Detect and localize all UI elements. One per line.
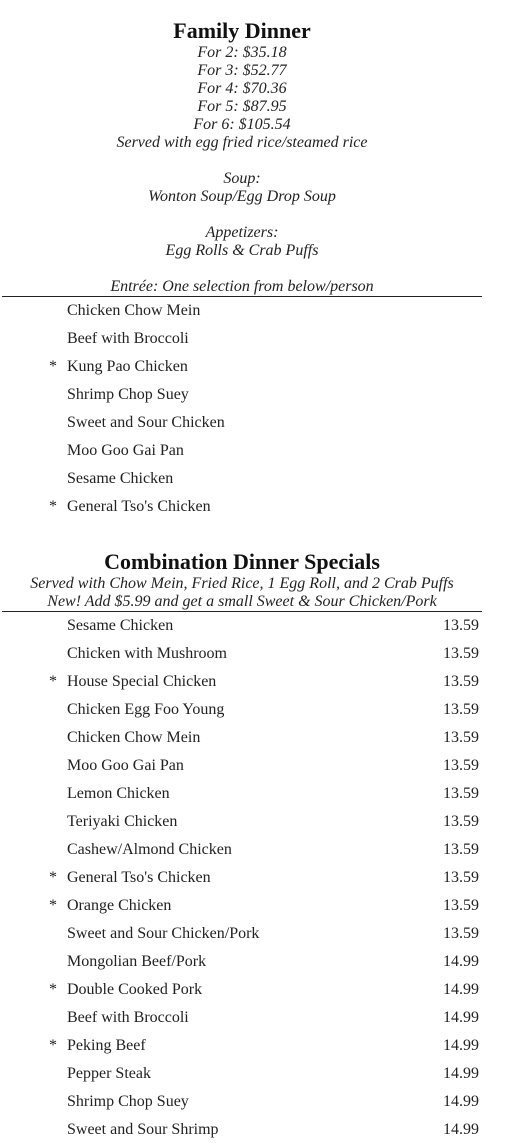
list-item bbox=[2, 1116, 482, 1144]
item-price: 13.59 bbox=[443, 645, 479, 662]
list-item bbox=[2, 297, 482, 325]
item-name: Sesame Chicken bbox=[67, 617, 174, 634]
list-item bbox=[2, 465, 482, 493]
item-price: 14.99 bbox=[443, 981, 479, 998]
price-line: For 3: $52.77 bbox=[197, 62, 287, 79]
item-price: 13.59 bbox=[443, 617, 479, 634]
list-item bbox=[2, 409, 482, 437]
family-dinner-list bbox=[2, 297, 482, 521]
item-name: House Special Chicken bbox=[67, 673, 217, 690]
appetizers-value: Egg Rolls & Crab Puffs bbox=[165, 242, 319, 259]
family-dinner-title: Family Dinner bbox=[173, 18, 311, 43]
item-name: Beef with Broccoli bbox=[67, 330, 189, 347]
item-name: Cashew/Almond Chicken bbox=[67, 841, 232, 858]
combination-note: Served with Chow Mein, Fried Rice, 1 Egg Roll, and 2 Crab Puffs bbox=[30, 575, 454, 592]
item-name: Chicken Egg Foo Young bbox=[67, 701, 225, 718]
item-price: 13.59 bbox=[443, 785, 479, 802]
item-name: Shrimp Chop Suey bbox=[67, 1093, 189, 1110]
list-item bbox=[2, 612, 482, 640]
item-name: General Tso's Chicken bbox=[67, 869, 211, 886]
item-price: 14.99 bbox=[443, 1065, 479, 1082]
item-name: Moo Goo Gai Pan bbox=[67, 757, 184, 774]
list-item bbox=[2, 1032, 482, 1060]
item-price: 13.59 bbox=[443, 757, 479, 774]
list-item bbox=[2, 696, 482, 724]
list-item bbox=[2, 976, 482, 1004]
item-price: 13.59 bbox=[443, 841, 479, 858]
price-line: For 5: $87.95 bbox=[197, 98, 287, 115]
spicy-marker: * bbox=[49, 498, 57, 515]
list-item bbox=[2, 752, 482, 780]
combination-promo: New! Add $5.99 and get a small Sweet & Sour Chicken/Pork bbox=[47, 593, 437, 610]
list-item bbox=[2, 437, 482, 465]
item-name: Double Cooked Pork bbox=[67, 981, 203, 998]
combination-list bbox=[2, 612, 482, 1144]
served-with-note: Served with egg fried rice/steamed rice bbox=[116, 134, 368, 151]
combination-section bbox=[2, 521, 482, 1144]
list-item bbox=[2, 780, 482, 808]
item-name: Peking Beef bbox=[67, 1037, 146, 1054]
item-price: 14.99 bbox=[443, 1093, 479, 1110]
price-line: For 4: $70.36 bbox=[197, 80, 287, 97]
list-item bbox=[2, 920, 482, 948]
item-price: 13.59 bbox=[443, 925, 479, 942]
item-name: Kung Pao Chicken bbox=[67, 358, 188, 375]
list-item bbox=[2, 353, 482, 381]
list-item bbox=[2, 493, 482, 521]
spicy-marker: * bbox=[49, 869, 57, 886]
item-name: Pepper Steak bbox=[67, 1065, 151, 1082]
spicy-marker: * bbox=[49, 358, 57, 375]
list-item bbox=[2, 724, 482, 752]
family-dinner-prices bbox=[2, 44, 482, 134]
item-name: Moo Goo Gai Pan bbox=[67, 442, 184, 459]
spicy-marker: * bbox=[49, 897, 57, 914]
item-name: Orange Chicken bbox=[67, 897, 172, 914]
item-price: 14.99 bbox=[443, 953, 479, 970]
item-name: Sweet and Sour Chicken bbox=[67, 414, 225, 431]
item-name: Mongolian Beef/Pork bbox=[67, 953, 207, 970]
item-name: Teriyaki Chicken bbox=[67, 813, 178, 830]
list-item bbox=[2, 836, 482, 864]
item-name: Sweet and Sour Chicken/Pork bbox=[67, 925, 260, 942]
item-price: 14.99 bbox=[443, 1009, 479, 1026]
item-price: 13.59 bbox=[443, 869, 479, 886]
list-item bbox=[2, 948, 482, 976]
spicy-marker: * bbox=[49, 673, 57, 690]
item-price: 13.59 bbox=[443, 701, 479, 718]
spicy-marker: * bbox=[49, 981, 57, 998]
spacer bbox=[2, 206, 482, 224]
entree-note: Entrée: One selection from below/person bbox=[110, 278, 374, 295]
item-name: Sesame Chicken bbox=[67, 470, 174, 487]
item-name: Sweet and Sour Shrimp bbox=[67, 1121, 219, 1138]
spacer bbox=[2, 152, 482, 170]
list-item bbox=[2, 1004, 482, 1032]
list-item bbox=[2, 668, 482, 696]
item-name: Chicken Chow Mein bbox=[67, 729, 201, 746]
spicy-marker: * bbox=[49, 1037, 57, 1054]
appetizers-label: Appetizers: bbox=[205, 224, 279, 241]
item-name: Chicken Chow Mein bbox=[67, 302, 201, 319]
item-price: 13.59 bbox=[443, 673, 479, 690]
list-item bbox=[2, 640, 482, 668]
item-name: General Tso's Chicken bbox=[67, 498, 211, 515]
price-line: For 6: $105.54 bbox=[193, 116, 291, 133]
item-price: 14.99 bbox=[443, 1037, 479, 1054]
price-line: For 2: $35.18 bbox=[197, 44, 287, 61]
item-name: Chicken with Mushroom bbox=[67, 645, 227, 662]
list-item bbox=[2, 864, 482, 892]
list-item bbox=[2, 1060, 482, 1088]
item-price: 13.59 bbox=[443, 729, 479, 746]
spacer bbox=[2, 260, 482, 278]
list-item bbox=[2, 1088, 482, 1116]
item-price: 13.59 bbox=[443, 897, 479, 914]
item-price: 13.59 bbox=[443, 813, 479, 830]
item-name: Lemon Chicken bbox=[67, 785, 170, 802]
list-item bbox=[2, 325, 482, 353]
combination-title: Combination Dinner Specials bbox=[104, 549, 380, 574]
list-item bbox=[2, 808, 482, 836]
soup-value: Wonton Soup/Egg Drop Soup bbox=[148, 188, 336, 205]
list-item bbox=[2, 892, 482, 920]
list-item bbox=[2, 381, 482, 409]
family-dinner-section bbox=[2, 0, 482, 521]
soup-label: Soup: bbox=[223, 170, 261, 187]
item-price: 14.99 bbox=[443, 1121, 479, 1138]
item-name: Beef with Broccoli bbox=[67, 1009, 189, 1026]
item-name: Shrimp Chop Suey bbox=[67, 386, 189, 403]
